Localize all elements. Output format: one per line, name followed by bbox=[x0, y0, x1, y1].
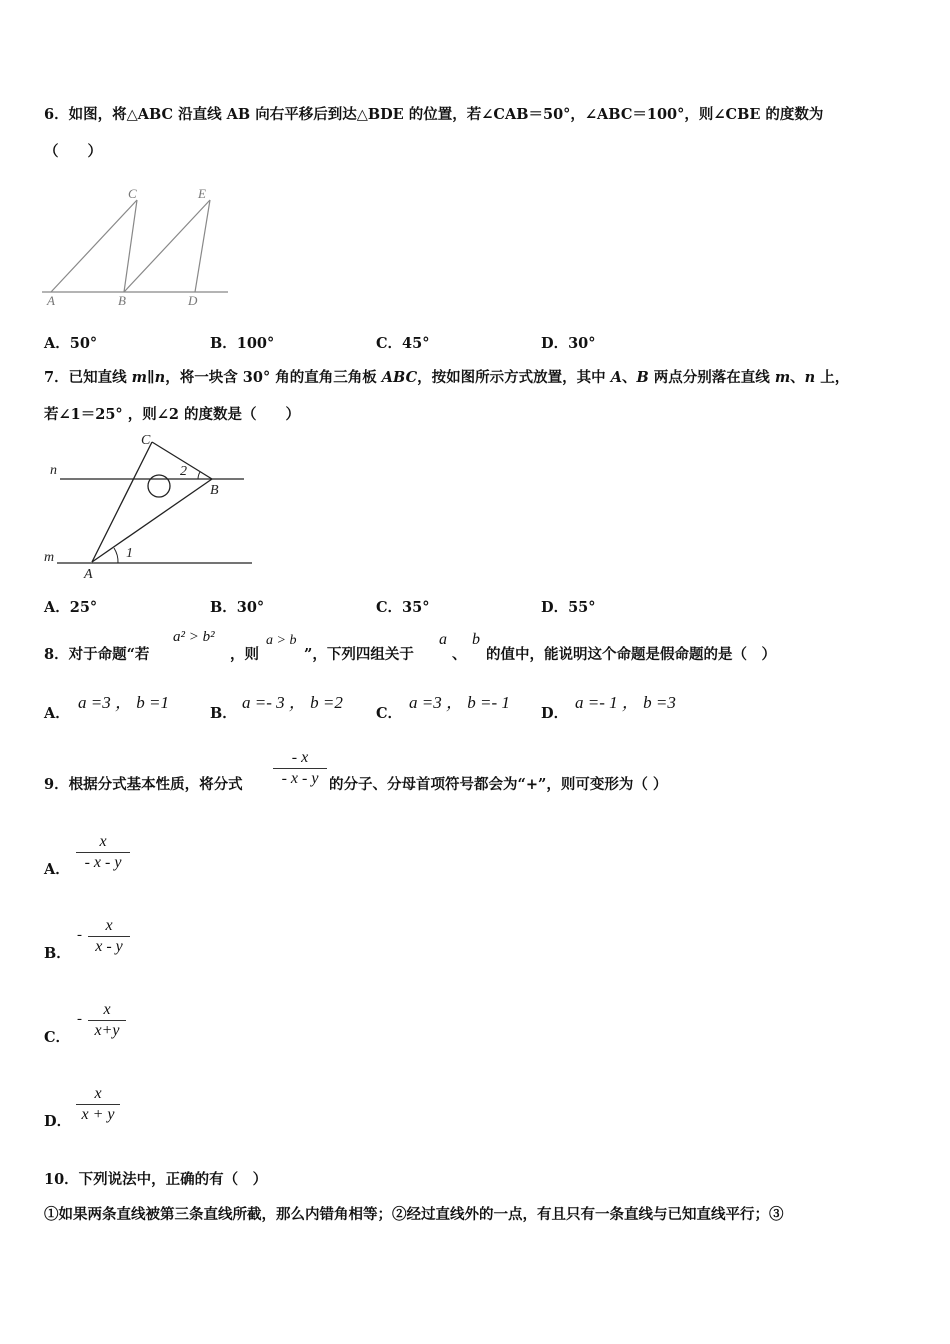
q7-stem-line2: 若∠1＝25° ，则∠2 的度数是（ ） bbox=[44, 406, 301, 423]
q9-stem-numerator: - x bbox=[291, 749, 309, 766]
q7-stem-line1: 7．已知直线 m∥n，将一块含 30° 角的直角三角板 ABC，按如图所示方式放置，其中 A、B 两点分别落在直线 m、n 上， bbox=[44, 369, 850, 386]
q7-label-b: B bbox=[210, 483, 219, 498]
q8-stem-prefix: 8．对于命题“若 bbox=[44, 646, 150, 663]
q6-option-a[interactable]: A．50° bbox=[44, 335, 98, 352]
q8-option-b-label[interactable]: B． bbox=[210, 705, 237, 722]
q6-stem-line2: （ ） bbox=[44, 143, 102, 160]
q9-option-c-sign: - bbox=[77, 1011, 82, 1027]
q9-option-d-fraction[interactable]: x x + y bbox=[76, 1084, 120, 1125]
q9-option-b-fraction[interactable]: x x - y bbox=[88, 916, 130, 957]
q8-condition: a² > b² bbox=[173, 629, 215, 645]
q10-stem-line2: ①如果两条直线被第三条直线所截，那么内错角相等；②经过直线外的一点，有且只有一条直线与已知直线平行；③ bbox=[44, 1206, 784, 1223]
q6-label-e: E bbox=[198, 186, 206, 201]
q8-option-c-expr[interactable]: a =3 ， b =- 1 bbox=[409, 693, 510, 712]
q9-option-a-label[interactable]: A． bbox=[44, 861, 70, 878]
q6-figure bbox=[40, 183, 235, 308]
q6-label-a: A bbox=[47, 293, 55, 308]
q7-label-1: 1 bbox=[126, 546, 133, 561]
q6-stem-line1: 6．如图，将△ABC 沿直线 AB 向右平移后到达△BDE 的位置，若∠CAB＝50°，∠ABC＝100°，则∠CBE 的度数为 bbox=[44, 106, 824, 123]
q7-option-c[interactable]: C．35° bbox=[376, 599, 430, 616]
q8-conclusion: a > b bbox=[266, 633, 297, 648]
q10-stem-line1: 10．下列说法中，正确的有（ ） bbox=[44, 1171, 268, 1188]
q6-option-d[interactable]: D．30° bbox=[541, 335, 596, 352]
q8-sep: 、 bbox=[452, 646, 467, 663]
q7-label-a: A bbox=[84, 567, 93, 582]
q8-option-c-label[interactable]: C． bbox=[376, 705, 403, 722]
q9-stem-denominator: - x - y bbox=[281, 770, 319, 787]
q9-option-c-fraction[interactable]: x x+y bbox=[88, 1000, 126, 1041]
q9-option-b-label[interactable]: B． bbox=[44, 945, 71, 962]
q6-label-d: D bbox=[188, 293, 198, 308]
q6-option-c[interactable]: C．45° bbox=[376, 335, 430, 352]
q9-option-b-sign: - bbox=[77, 927, 82, 943]
q8-var-b: b bbox=[472, 631, 480, 648]
q8-option-d-label[interactable]: D． bbox=[541, 705, 569, 722]
q7-option-d[interactable]: D．55° bbox=[541, 599, 596, 616]
q7-option-a[interactable]: A．25° bbox=[44, 599, 98, 616]
q8-option-a-expr[interactable]: a =3 ， b =1 bbox=[78, 693, 169, 712]
q8-stem-mid: ，则 bbox=[230, 646, 259, 663]
q9-option-c-label[interactable]: C． bbox=[44, 1029, 71, 1046]
q7-option-b[interactable]: B．30° bbox=[210, 599, 265, 616]
q9-option-a-fraction[interactable]: x - x - y bbox=[76, 832, 130, 873]
q8-var-a: a bbox=[439, 631, 447, 648]
q7-label-2: 2 bbox=[180, 464, 187, 479]
q7-label-n: n bbox=[50, 463, 57, 478]
q8-option-b-expr[interactable]: a =- 3 ， b =2 bbox=[242, 693, 343, 712]
q6-option-b[interactable]: B．100° bbox=[210, 335, 275, 352]
q8-option-a-label[interactable]: A． bbox=[44, 705, 70, 722]
q9-stem-prefix: 9．根据分式基本性质，将分式 bbox=[44, 776, 243, 793]
q6-label-b: B bbox=[118, 293, 126, 308]
q9-stem-fraction bbox=[273, 748, 327, 789]
q8-option-d-expr[interactable]: a =- 1 ， b =3 bbox=[575, 693, 676, 712]
q8-stem-end: 的值中，能说明这个命题是假命题的是（ ） bbox=[486, 646, 776, 663]
q7-label-c: C bbox=[141, 433, 151, 448]
q8-stem-suffix: ”，下列四组关于 bbox=[304, 646, 414, 663]
q6-label-c: C bbox=[128, 186, 137, 201]
q9-option-d-label[interactable]: D． bbox=[44, 1113, 72, 1130]
q9-stem-suffix: 的分子、分母首项符号都会为“+”，则可变形为（ ） bbox=[329, 776, 668, 793]
q7-figure bbox=[40, 430, 260, 582]
q7-label-m: m bbox=[44, 550, 55, 565]
